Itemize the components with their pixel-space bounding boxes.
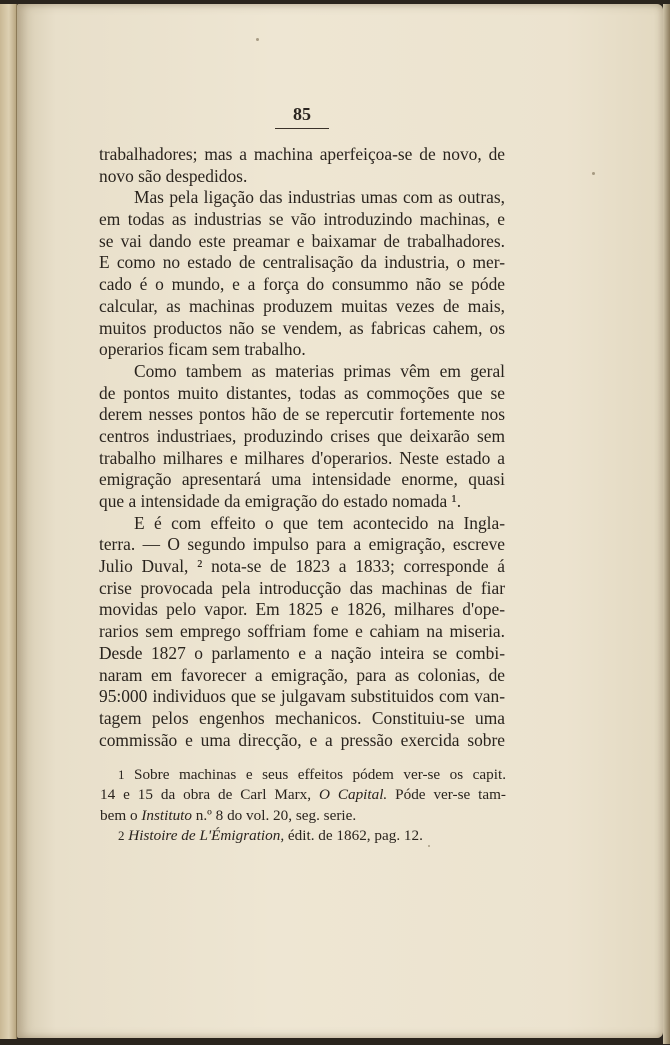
text-line: que a intensidade da emigração do estado nomada ¹. xyxy=(99,491,462,511)
text-line: trabalhadores; mas a machina aperfeiçoa-se de novo, de xyxy=(99,144,505,164)
footnote-text: bem o xyxy=(100,806,142,824)
text-line: crise provocada pela introducção das machinas de fiar xyxy=(99,577,505,598)
text-line: operarios ficam sem trabalho. xyxy=(99,339,306,360)
text-line: emigração apresentará uma intensidade enorme, quasi xyxy=(99,469,505,490)
text-line: em todas as industrias se vão introduzindo machinas, e xyxy=(99,209,505,230)
text-line: terra. — O segundo impulso para a emigração, escreve xyxy=(99,534,505,555)
work-title: Histoire de L'Émigration, xyxy=(128,826,285,844)
text-line: Mas pela ligação das industrias umas com as outras, xyxy=(134,187,505,208)
text-line: 95:000 individuos que se julgavam substituidos com van- xyxy=(99,686,505,707)
footnote-1 xyxy=(118,765,506,785)
work-title: O Capital. xyxy=(318,786,388,804)
body-text xyxy=(99,144,505,751)
text-line: movidas pelo vapor. Em 1825 e 1826, milhares d'ope- xyxy=(99,599,505,620)
text-line: naram em favorecer a emigração, para as colonias, de xyxy=(99,664,505,685)
footnote-text: n.º 8 do vol. 20, seg. serie. xyxy=(191,806,357,824)
paper-speck xyxy=(256,38,259,41)
footnote-text: 14 e 15 da obra de Carl Marx, xyxy=(100,786,319,804)
footnotes xyxy=(100,765,506,846)
paper-speck xyxy=(592,172,595,175)
text-line: muitos productos não se vendem, as fabricas cahem, os xyxy=(99,317,505,338)
footnote-2 xyxy=(118,826,506,846)
right-page-edge xyxy=(663,4,670,1044)
footnote-marker: 2 xyxy=(118,827,125,843)
text-line: se vai dando este preamar e baixamar de trabalhadores. xyxy=(99,230,505,251)
left-page-edge xyxy=(0,4,17,1039)
text-line: Julio Duval, ² nota-se de 1823 a 1833; corresponde á xyxy=(99,556,505,577)
text-line: cado é o mundo, e a força do consummo não se póde xyxy=(99,274,505,295)
text-line: trabalho milhares e milhares d'operarios. Neste estado a xyxy=(99,447,505,468)
header-rule xyxy=(275,128,329,129)
text-line: Como tambem as materias primas vêm em geral xyxy=(134,360,505,381)
footnote-1-continued xyxy=(100,806,506,826)
footnote-marker: 1 xyxy=(118,767,125,782)
text-line: commissão e uma direcção, e a pressão exercida sobre xyxy=(99,729,505,750)
work-title: Instituto xyxy=(141,806,192,824)
page-number: 85 xyxy=(293,104,311,124)
text-line: centros industriaes, produzindo crises que deixarão sem xyxy=(99,425,505,446)
footnote-1-continued xyxy=(100,785,506,805)
text-line: derem nesses pontos hão de se repercutir fortemente nos xyxy=(99,404,505,425)
footnote-text: Sobre machinas e seus effeitos pódem ver-se os capit. xyxy=(134,766,506,783)
text-line: Desde 1827 o parlamento e a nação inteira se combi- xyxy=(99,642,505,663)
text-line: E como no estado de centralisação da industria, o mer- xyxy=(99,252,505,273)
text-line: calcular, as machinas produzem muitas vezes de mais, xyxy=(99,295,505,316)
text-line: de pontos muito distantes, todas as commoções que se xyxy=(99,382,505,403)
text-line: tagem pelos engenhos mechanicos. Constituiu-se uma xyxy=(99,707,505,728)
text-line: E é com effeito o que tem acontecido na Ingla- xyxy=(134,512,505,533)
footnote-text: Póde ver-se tam- xyxy=(387,786,506,804)
text-line: rarios sem emprego soffriam fome e cahiam na miseria. xyxy=(99,621,505,642)
footnote-text: édit. de 1862, pag. 12. xyxy=(284,826,423,844)
text-line: novo são despedidos. xyxy=(99,165,248,186)
